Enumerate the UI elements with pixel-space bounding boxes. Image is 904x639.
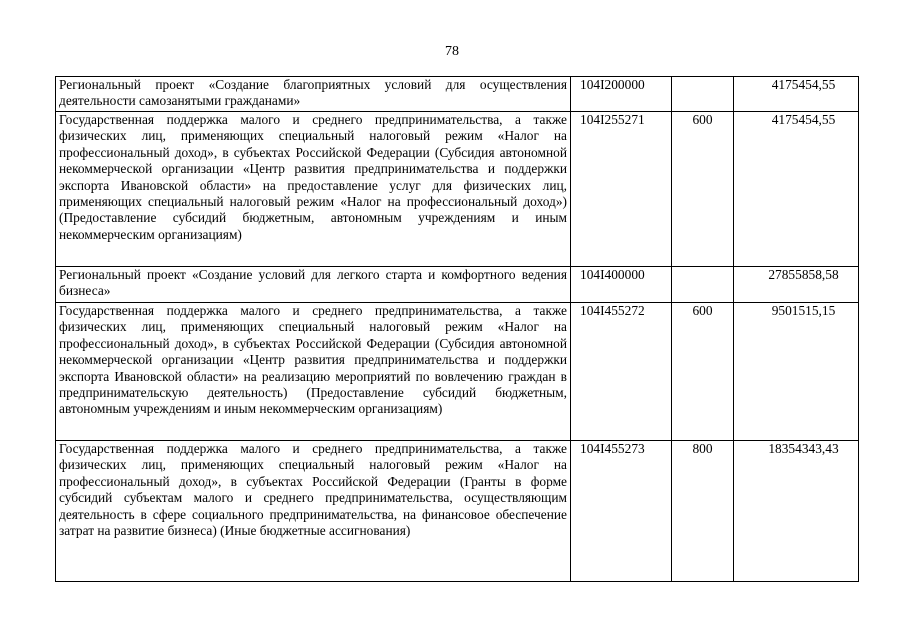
item-name: Региональный проект «Создание условий для легкого старта и комфортного ведения бизнеса» (56, 267, 571, 303)
expense-type (672, 77, 734, 112)
target-code: 104I455273 (571, 441, 672, 582)
amount: 4175454,55 (734, 112, 859, 267)
item-name: Государственная поддержка малого и среднего предпринимательства, а также физических лиц, применяющих специальный налоговый режим «Налог на профессиональный доход», в субъектах Российской Федерации (Субсидия автономной некоммерческой организации «Центр развития предпринимательства и поддержки экспорта Ивановской области» на предоставление услуг для физических лиц, применяющих специальный налоговый режим «Налог на профессиональный доход») (Предоставление субсидий бюджетным, автономным учреждениям и иным некоммерческим организациям) (56, 112, 571, 267)
target-code: 104I455272 (571, 303, 672, 441)
table-row (56, 303, 859, 441)
amount: 18354343,43 (734, 441, 859, 582)
table-row (56, 77, 859, 112)
budget-table (55, 76, 859, 582)
expense-type: 600 (672, 303, 734, 441)
amount: 9501515,15 (734, 303, 859, 441)
expense-type (672, 267, 734, 303)
target-code: 104I200000 (571, 77, 672, 112)
expense-type: 600 (672, 112, 734, 267)
amount: 27855858,58 (734, 267, 859, 303)
target-code: 104I400000 (571, 267, 672, 303)
table-row (56, 441, 859, 582)
amount: 4175454,55 (734, 77, 859, 112)
item-name: Государственная поддержка малого и среднего предпринимательства, а также физических лиц, применяющих специальный налоговый режим «Налог на профессиональный доход», в субъектах Российской Федерации (Субсидия автономной некоммерческой организации «Центр развития предпринимательства и поддержки экспорта Ивановской области» на реализацию мероприятий по вовлечению граждан в предпринимательскую деятельность) (Предоставление субсидий бюджетным, автономным учреждениям и иным некоммерческим организациям) (56, 303, 571, 441)
table-row (56, 112, 859, 267)
expense-type: 800 (672, 441, 734, 582)
item-name: Государственная поддержка малого и среднего предпринимательства, а также физических лиц, применяющих специальный налоговый режим «Налог на профессиональный доход», в субъектах Российской Федерации (Гранты в форме субсидий субъектам малого и среднего предпринимательства, осуществляющим деятельность в сфере социального предпринимательства, на финансовое обеспечение затрат на развитие бизнеса) (Иные бюджетные ассигнования) (56, 441, 571, 582)
page-number: 78 (445, 44, 459, 59)
item-name: Региональный проект «Создание благоприятных условий для осуществления деятельности самозанятыми гражданами» (56, 77, 571, 112)
target-code: 104I255271 (571, 112, 672, 267)
table-row (56, 267, 859, 303)
